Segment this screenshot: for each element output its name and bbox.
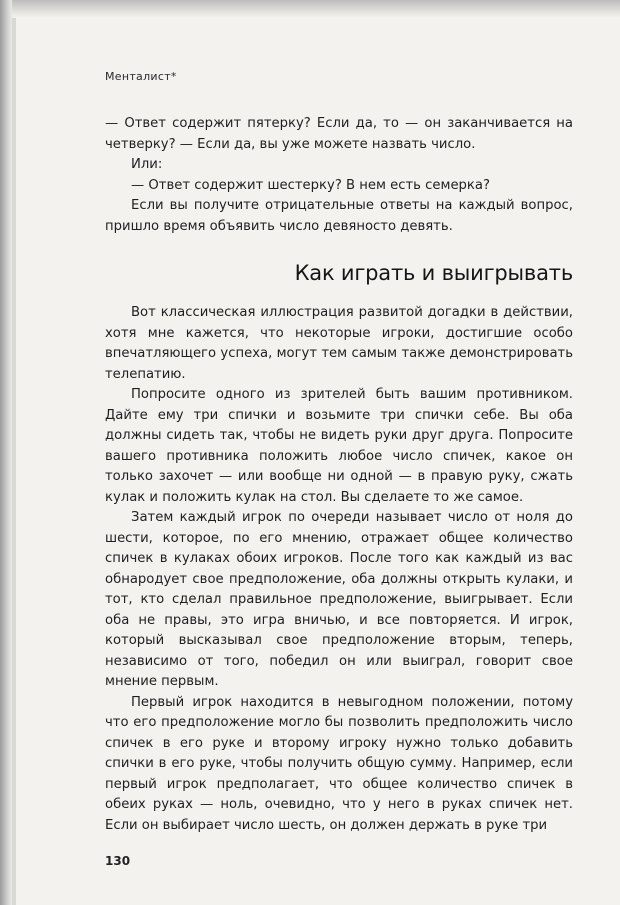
section-paragraph-2: Попросите одного из зрителей быть вашим противником. Дайте ему три спички и возьмите три спички себе. Вы оба должны сидеть так, чтобы не видеть руки друг друга. Попросите вашего противника положить любое число спичек, какое он только захочет — или вообще ни одной — в правую руку, сжать кулак и положить кулак на стол. Вы сделаете то же самое. xyxy=(105,387,573,505)
intro-paragraph-1: — Ответ содержит пятерку? Если да, то — он заканчивается на четверку? — Если да, вы уже можете назвать число. xyxy=(105,116,573,152)
intro-paragraph-2: Или: xyxy=(131,157,163,172)
spacer xyxy=(105,237,573,259)
spacer xyxy=(105,287,573,303)
page-number: 130 xyxy=(105,854,131,868)
page-edge xyxy=(12,0,16,905)
book-spine-shadow xyxy=(0,0,12,905)
section-title: Как играть и выигрывать xyxy=(294,261,573,285)
intro-paragraph-4: Если вы получите отрицательные ответы на каждый вопрос, пришло время объявить число девяносто девять. xyxy=(105,198,573,234)
section-paragraph-4: Первый игрок находится в невыгодном положении, потому что его предположение могло бы позволить предположить число спичек в его руке и второму игроку нужно только добавить спички в его руке, чтобы получить общую сумму. Например, если первый игрок предполагает, что общее количество спичек в обеих руках — ноль, очевидно, что у него в руках спичек нет. Если он выбирает число шесть, он должен держать в руке три xyxy=(105,694,573,833)
top-page-edge xyxy=(12,0,620,18)
page-body xyxy=(105,114,573,836)
section-paragraph-1: Вот классическая иллюстрация развитой догадки в действии, хотя мне кажется, что некоторые игроки, достигшие особо впечатляющего успеха, могут тем самым также демонстрировать телепатию. xyxy=(105,305,573,382)
running-head: Менталист* xyxy=(105,70,177,83)
intro-paragraph-3: — Ответ содержит шестерку? В нем есть семерка? xyxy=(131,177,490,193)
section-paragraph-3: Затем каждый игрок по очереди называет число от ноля до шести, которое, по его мнению, отражает общее количество спичек в кулаках обоих игроков. После того как каждый из вас обнародует свое предположение, оба должны открыть кулаки, и тот, кто сделал правильное предположение, выигрывает. Если оба не правы, это игра вничью, и все повторяется. И игрок, который высказывал свое предположение вторым, теперь, независимо от того, победил он или выиграл, говорит свое мнение первым. xyxy=(105,510,573,689)
